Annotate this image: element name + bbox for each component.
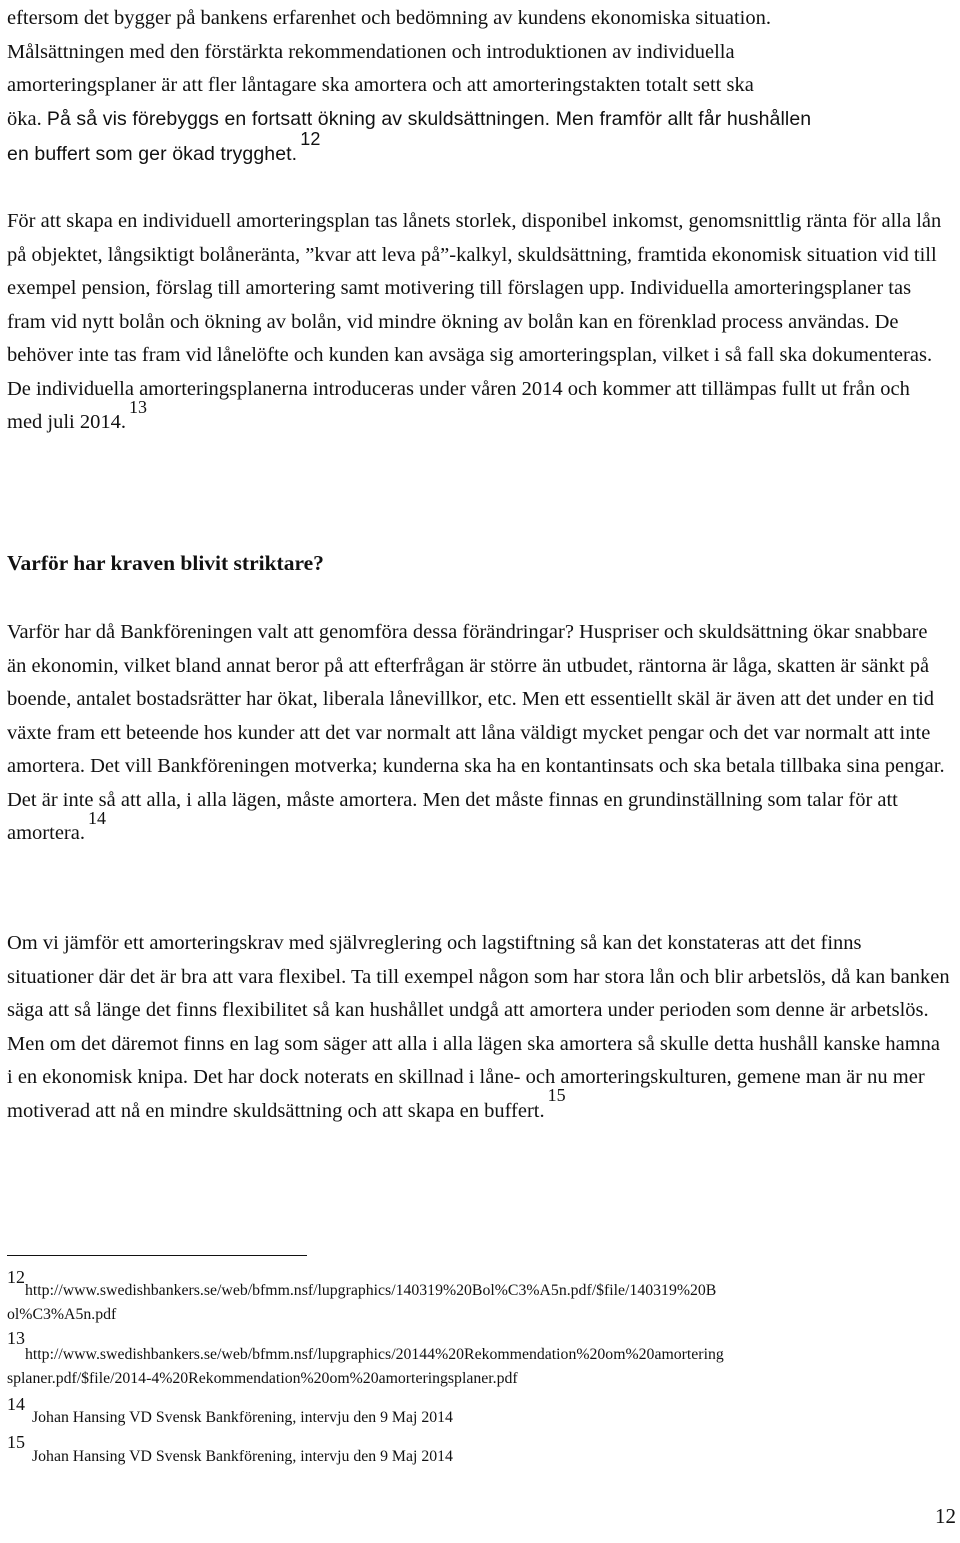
footnote-15	[7, 1433, 958, 1469]
footnote-number: 13	[7, 1328, 25, 1348]
footnote-citation: Johan Hansing VD Svensk Bankförening, intervju den 9 Maj 2014	[32, 1409, 453, 1426]
paragraph-text-sans: På så vis förebyggs en fortsatt ökning av skuldsättningen. Men framför allt får hushållen	[46, 107, 812, 130]
footnote-url-line: ol%C3%A5n.pdf	[7, 1306, 117, 1323]
page-number: 12	[935, 1504, 956, 1528]
paragraph-line-mixed	[7, 128, 950, 172]
paragraph-line: eftersom det bygger på bankens erfarenhet och bedömning av kundens ekonomiska situation.	[7, 7, 771, 29]
footnote-number: 15	[7, 1432, 25, 1452]
section-heading: Varför har kraven blivit striktare?	[7, 551, 324, 575]
paragraph-text-sans: en buffert som ger ökad trygghet.	[7, 143, 298, 165]
footnote-separator	[7, 1255, 307, 1256]
footnote-url-line: http://www.swedishbankers.se/web/bfmm.nsf/lupgraphics/20144%20Rekommendation%20om%20amortering	[25, 1346, 724, 1363]
footnote-14	[7, 1395, 958, 1430]
paragraph-reasons	[7, 616, 950, 851]
paragraph-text: Varför har då Bankföreningen valt att genomföra dessa förändringar? Huspriser och skuldsättning ökar snabbare än ekonomin, vilket bland annat beror på att efterfrågan är större än utbudet, räntorna är låga, skatten är sänkt på boende, antalet bostadsrätter har ökat, liberala lånevillkor, etc. Men ett essentiellt skäl är även att det under en tid växte fram ett beteende hos kunder att det var normalt att låna väldigt mycket pengar och det var normalt att inte amortera. Det vill Bankföreningen motverka; kunderna ska ha en kontantinsats och ska betala tillbaka sina pengar. Det är inte så att alla, i alla lägen, måste amortera. Men det måste finnas en grundinställning som talar för att amortera.	[7, 621, 945, 844]
footnote-reference: 15	[547, 1085, 566, 1106]
footnote-citation: Johan Hansing VD Svensk Bankförening, intervju den 9 Maj 2014	[32, 1448, 453, 1465]
footnote-url-line: http://www.swedishbankers.se/web/bfmm.nsf/lupgraphics/140319%20Bol%C3%A5n.pdf/$file/140319%20B	[25, 1282, 717, 1299]
paragraph-line-mixed	[7, 103, 950, 137]
paragraph-line: Målsättningen med den förstärkta rekommendationen och introduktionen av individuella	[7, 40, 735, 63]
paragraph-text: För att skapa en individuell amorteringsplan tas lånets storlek, disponibel inkomst, genomsnittlig ränta för alla lån på objektet, långsiktigt bolåneränta, ”kvar att leva på”-kalkyl, skuldsättning, framtida ekonomisk situation vid till exempel pension, förslag till amortering samt motivering till förslagen upp. Individuella amorteringsplaner tas fram vid nytt bolån och ökning av bolån, vid mindre ökning av bolån kan en förenklad process användas. De behöver inte tas fram vid lånelöfte och kunden kan avsäga sig amorteringsplan, vilket i så fall ska dokumenteras. De individuella amorteringsplanerna introduceras under våren 2014 och kommer att tillämpas fullt ut från och med juli 2014.	[7, 210, 942, 433]
footnote-reference: 14	[87, 807, 106, 828]
paragraph-continuation	[7, 2, 950, 172]
footnote-13	[7, 1329, 958, 1391]
paragraph-text: öka.	[7, 107, 47, 130]
footnote-url-line: splaner.pdf/$file/2014-4%20Rekommendation%20om%20amorteringsplaner.pdf	[7, 1370, 518, 1387]
footnote-reference: 13	[129, 396, 148, 417]
footnote-12	[7, 1268, 958, 1327]
paragraph-line: amorteringsplaner är att fler låntagare ska amortera och att amorteringstakten totalt sett ska	[7, 74, 754, 96]
paragraph-amortization-plan	[7, 205, 950, 440]
footnote-number: 12	[7, 1267, 25, 1287]
paragraph-text: Om vi jämför ett amorteringskrav med självreglering och lagstiftning så kan det konstateras att det finns situationer där det är bra att vara flexibel. Ta till exempel någon som har stora lån och blir arbetslös, då kan banken säga att så länge det finns flexibilitet så kan hushållet undgå att amortera under perioden som denne är arbetslös. Men om det däremot finns en lag som säger att alla i alla lägen ska amortera så skulle detta hushåll kanske hamna i en ekonomisk knipa. Det har dock noterats en skillnad i låne- och amorteringskulturen, gemene man är nu mer motiverad att nå en mindre skuldsättning och att skapa en buffert.	[7, 932, 950, 1122]
footnote-reference: 12	[300, 128, 321, 149]
footnote-number: 14	[7, 1394, 25, 1414]
paragraph-comparison	[7, 927, 950, 1128]
